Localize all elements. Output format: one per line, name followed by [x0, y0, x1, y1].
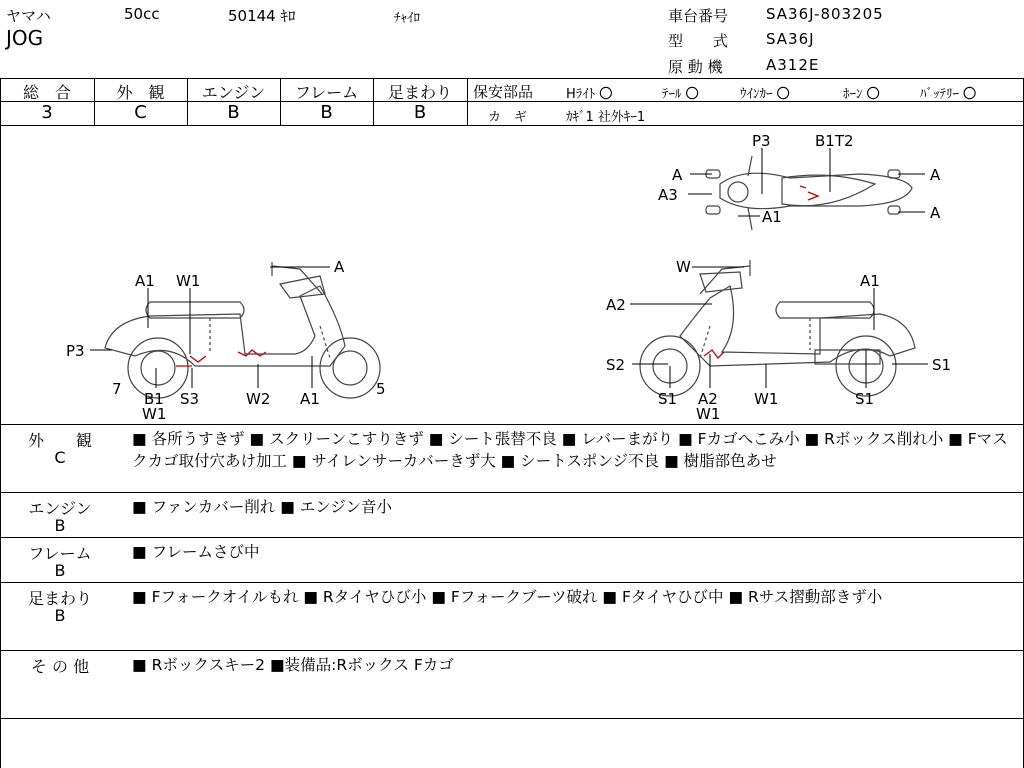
divider [0, 582, 1024, 583]
engine-code-value: A312E [766, 56, 820, 74]
status-mark: 〇 [776, 87, 790, 102]
detail-category-suspension: 足まわり [27, 589, 92, 608]
detail-grade-exterior: C [54, 448, 66, 467]
diagram-label: W1 [754, 390, 779, 408]
detail-text-engine: ■ ファンカバー削れ ■ エンジン音小 [132, 498, 392, 516]
diagram-label: S2 [606, 356, 626, 374]
detail-text-suspension: ■ Fフォークオイルもれ ■ Rタイヤひび小 ■ Fフォークブーツ破れ ■ Fタイヤひび中 ■ Rサス摺動部きず小 [132, 588, 883, 606]
engine-grade-value: B [227, 102, 240, 123]
detail-category-exterior: 外 観 [27, 431, 92, 450]
diagram-label: S3 [180, 390, 200, 408]
diagram-label: A [334, 258, 345, 276]
diagram-label: A1 [135, 272, 155, 290]
diagram-label: A3 [658, 186, 678, 204]
key-label: カ ギ [488, 110, 528, 125]
diagram-label: A2 [606, 296, 626, 314]
safety-item-battery: ﾊﾞｯﾃﾘｰ 〇 [920, 87, 977, 102]
detail-category-other: そ の 他 [30, 657, 90, 676]
exterior-grade-value: C [134, 102, 147, 123]
model-name: JOG [6, 26, 44, 50]
diagram-label: W1 [142, 405, 167, 423]
diagram-label: A1 [762, 208, 782, 226]
maker-name: ヤマハ [6, 7, 51, 25]
divider [0, 492, 1024, 493]
label-leaders-left [90, 267, 330, 388]
diagram-label: S1 [932, 356, 952, 374]
suspension-grade-value: B [413, 102, 427, 123]
diagram-label: S1 [658, 390, 678, 408]
diagram-label: P3 [752, 132, 771, 150]
frame-grade-value: B [320, 102, 333, 123]
detail-grade-suspension: B [54, 606, 66, 625]
status-mark: 〇 [599, 87, 613, 102]
diagram-label: A [672, 166, 683, 184]
detail-category-engine: エンジン [28, 499, 92, 518]
detail-grade-engine: B [54, 516, 66, 535]
frame-number-value: SA36J-803205 [766, 5, 884, 23]
damage-marks-right [704, 350, 724, 358]
damage-marks-top [800, 186, 818, 200]
diagram-label: 5 [376, 380, 386, 398]
divider [0, 78, 1024, 79]
key-value: ｶｷﾞ1 社外ｷｰ1 [566, 110, 646, 125]
overall-grade-label: 総 合 [22, 83, 71, 102]
model-type-value: SA36J [766, 30, 815, 48]
detail-category-frame: フレーム [28, 544, 92, 563]
detail-grade-frame: B [54, 561, 66, 580]
status-mark: 〇 [685, 87, 699, 102]
divider [0, 424, 1024, 425]
diagram-label: A1 [860, 272, 880, 290]
safety-item-winker: ｳｲﾝｶｰ 〇 [740, 87, 790, 102]
diagram-label: P3 [66, 342, 85, 360]
safety-item-tail: ﾃｰﾙ 〇 [662, 87, 699, 102]
divider [0, 650, 1024, 651]
safety-item-horn: ﾎｰﾝ 〇 [843, 87, 880, 102]
safety-parts-label: 保安部品 [473, 83, 534, 101]
engine-code-label: 原 動 機 [668, 58, 723, 76]
frame-number-label: 車台番号 [668, 7, 729, 25]
divider [467, 78, 468, 125]
diagram-label: A1 [300, 390, 320, 408]
diagram-label: W [676, 258, 691, 276]
diagram-label: 7 [112, 380, 122, 398]
exterior-grade-label: 外 観 [116, 83, 165, 102]
status-mark: 〇 [866, 87, 880, 102]
overall-grade-value: 3 [41, 102, 53, 123]
detail-text-other: ■ Rボックスキー2 ■装備品:Rボックス Fカゴ [132, 656, 454, 674]
color: ﾁｬｲﾛ [394, 11, 420, 26]
diagram-label: B1 [144, 390, 164, 408]
divider [0, 718, 1024, 719]
scooter-damage-diagram [0, 126, 1024, 424]
detail-text-frame: ■ フレームさび中 [132, 543, 260, 561]
mileage: 50144 ｷﾛ [228, 7, 296, 25]
diagram-label: A [930, 204, 941, 222]
diagram-label: S1 [855, 390, 875, 408]
safety-item-headlight: Hﾗｲﾄ 〇 [566, 87, 613, 102]
diagram-label: W2 [246, 390, 271, 408]
engine-grade-label: エンジン [201, 83, 266, 102]
frame-grade-label: フレーム [294, 83, 359, 102]
suspension-grade-label: 足まわり [387, 83, 452, 102]
diagram-label: W1 [696, 405, 721, 423]
displacement: 50cc [124, 5, 160, 23]
diagram-label: A2 [698, 390, 718, 408]
diagram-label: B1T2 [815, 132, 854, 150]
detail-text-exterior: ■ 各所うすきず ■ スクリーンこすりきず ■ シート張替不良 ■ レバーまがり ■ Fカゴへこみ小 ■ Rボックス削れ小 ■ Fマスクカゴ取付穴あけ加工 ■ サイレンサーカバーきず大 ■ シートスポンジ不良 ■ 樹脂部色あせ [132, 430, 1008, 470]
diagram-label: A [930, 166, 941, 184]
status-mark: 〇 [963, 87, 977, 102]
diagram-label: W1 [176, 272, 201, 290]
divider [0, 537, 1024, 538]
label-leaders-right [630, 267, 928, 388]
model-type-label: 型 式 [668, 32, 729, 50]
